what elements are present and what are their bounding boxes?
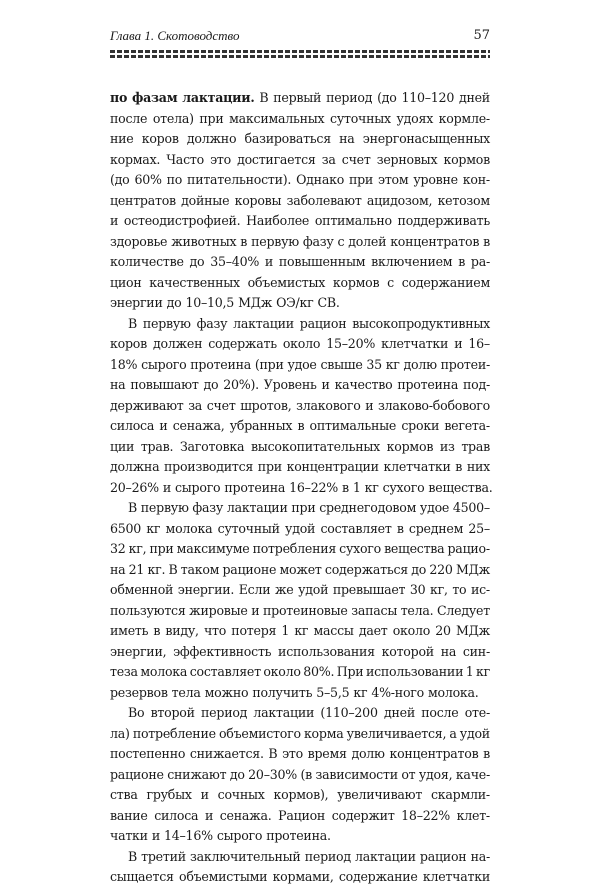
text-line: ции трав. Заготовка высокопитательных кормов из трав	[110, 438, 490, 454]
text-line: центратов дойные коровы заболевают ацидозом, кетозом	[110, 192, 490, 208]
header-rule	[110, 50, 490, 58]
text-line: цион качественных объемистых кормов с содержанием	[110, 274, 490, 290]
text-line: на 21 кг. В таком рационе может содержаться до 220 МДж	[110, 561, 490, 577]
text-line: В первую фазу лактации при среднегодовом удое 4500–	[128, 500, 490, 515]
text-line: 6500 кг молока суточный удой составляет в среднем 25–	[110, 520, 490, 536]
running-header	[110, 28, 490, 48]
page-number: 57	[473, 28, 490, 43]
text-line: В третий заключительный период лактации рацион на-	[128, 848, 490, 864]
text-line: вание силоса и сенажа. Рацион содержит 18–22% клет-	[110, 807, 490, 823]
text-line: после отела) при максимальных суточных удоях кормле-	[110, 110, 490, 126]
text-line: пользуются жировые и протеиновые запасы тела. Следует	[110, 602, 490, 618]
text-line: иметь в виду, что потеря 1 кг массы дает около 20 МДж	[110, 623, 490, 638]
text-line: кормах. Часто это достигается за счет зерновых кормов	[110, 151, 490, 167]
text-line: количестве до 35–40% и повышенным включением в ра-	[110, 254, 490, 269]
text-line: В первую фазу лактации рацион высокопродуктивных	[128, 315, 490, 331]
chapter-title: Глава 1. Скотоводство	[110, 28, 240, 43]
text-line: Во второй период лактации (110–200 дней после оте-	[128, 705, 490, 720]
text-line: ла) потребление объемистого корма увеличивается, а удой	[110, 725, 490, 741]
text-line: рационе снижают до 20–30% (в зависимости от удоя, каче-	[110, 766, 490, 782]
text-line: (до 60% по питательности). Однако при этом уровне кон-	[110, 172, 490, 187]
text-line: должна производится при концентрации клетчатки в них	[110, 459, 490, 474]
text-line: силоса и сенажа, убранных в оптимальные сроки вегета-	[110, 418, 490, 433]
text-line: чатки и 14–16% сырого протеина.	[110, 828, 331, 843]
text-line: резервов тела можно получить 5–5,5 кг 4%-ного молока.	[110, 684, 479, 700]
body-text	[110, 88, 493, 888]
text-line: энергии, эффективность использования которой на син-	[110, 643, 490, 659]
text-line: 32 кг, при максимуме потребления сухого вещества рацио-	[110, 541, 490, 556]
text-line: на повышают до 20%). Уровень и качество протеина под-	[110, 377, 490, 392]
text-line: постепенно снижается. В это время долю концентратов в	[110, 746, 490, 761]
text-line: 18% сырого протеина (при удое свыше 35 кг долю протеи-	[110, 356, 490, 372]
text-line: обменной энергии. Если же удой превышает 30 кг, то ис-	[110, 582, 490, 597]
text-line: ние коров должно базироваться на энергонасыщенных	[110, 131, 490, 146]
text-line: теза молока составляет около 80%. При использовании 1 кг	[110, 664, 490, 679]
text-line: и остеодистрофией. Наиболее оптимально поддерживать	[110, 213, 490, 228]
text-line: энергии до 10–10,5 МДж ОЭ/кг СВ.	[110, 295, 340, 310]
text-line: коров должен содержать около 15–20% клетчатки и 16–	[110, 336, 490, 351]
text-line: держивают за счет шротов, злакового и злаково-бобового	[110, 397, 490, 413]
text-line: здоровье животных в первую фазу с долей концентратов в	[110, 233, 490, 249]
text-line: ства грубых и сочных кормов), увеличивают скармли-	[110, 787, 490, 802]
text-line: 20–26% и сырого протеина 16–22% в 1 кг сухого вещества.	[110, 479, 493, 495]
text-line: по фазам лактации. В первый период (до 110–120 дней	[110, 90, 490, 105]
text-line: сыщается объемистыми кормами, содержание клетчатки	[110, 869, 490, 884]
